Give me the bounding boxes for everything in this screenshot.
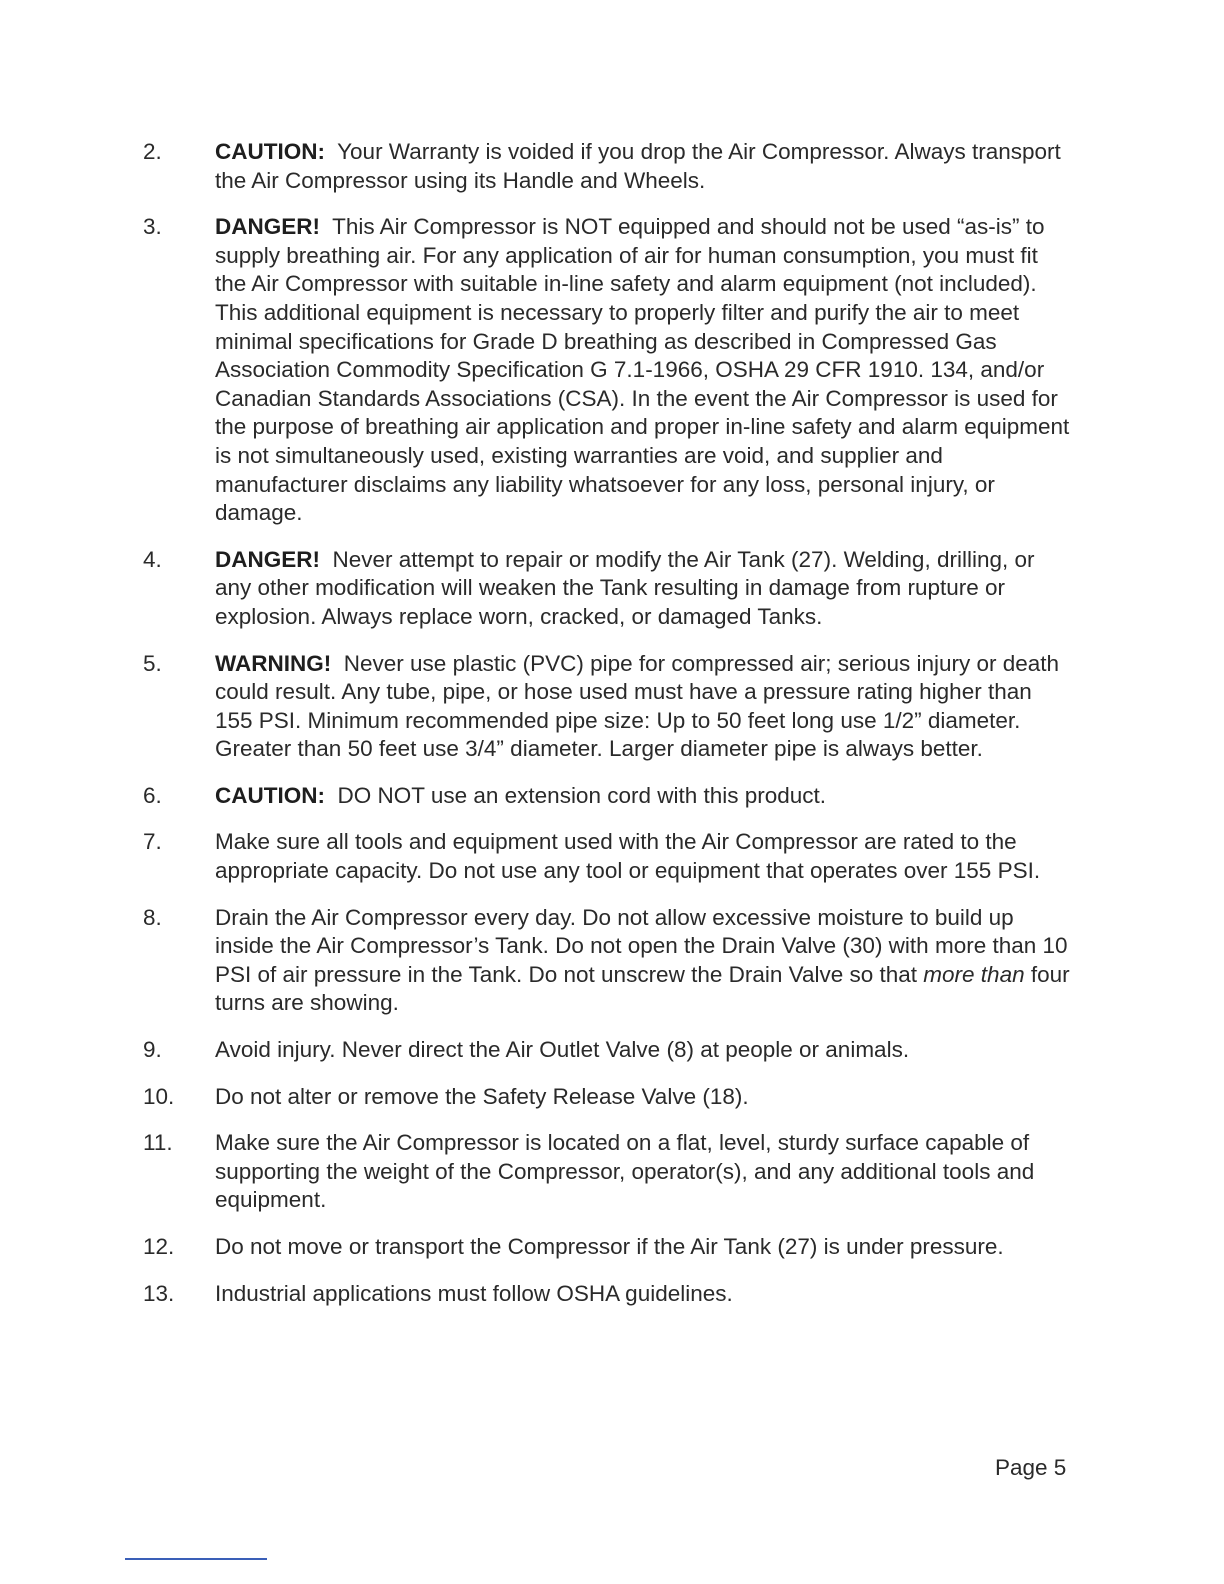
item-number: 4.	[143, 546, 162, 572]
item-text	[215, 138, 1073, 195]
item-number: 3.	[143, 214, 162, 240]
item-number: 2.	[143, 139, 162, 164]
item-body: Make sure all tools and equipment used with the Air Compressor are rated to the appropriate capacity. Do not use any tool or equipment that operates over 155 PSI.	[215, 829, 1041, 884]
list-item	[143, 1280, 1073, 1309]
item-label: WARNING!	[215, 650, 332, 676]
item-body: Never attempt to repair or modify the Air Tank (27). Welding, drilling, or any other modification will weaken the Tank resulting in damage from rupture or explosion. Always replace worn, cracked, or damaged Tanks.	[215, 546, 1035, 629]
item-number: 7.	[143, 829, 162, 855]
item-body: Avoid injury. Never direct the Air Outlet Valve (8) at people or animals.	[215, 1037, 910, 1063]
item-body: Never use plastic (PVC) pipe for compressed air; serious injury or death could result. Any tube, pipe, or hose used must have a pressure rating higher than 155 PSI. Minimum recommended pipe size: Up to 50 feet long use 1/2” diameter. Greater than 50 feet use 3/4” diameter. Larger diameter pipe is always better.	[215, 650, 1060, 762]
item-number: 8.	[143, 904, 162, 930]
item-body: Drain the Air Compressor every day. Do not allow excessive moisture to build up inside the Air Compressor’s Tank. Do not open the Drain Valve (30) with more than 10 PSI of air pressure in the Tank. Do not unscrew the Drain Valve so that	[215, 904, 1068, 987]
list-item	[143, 138, 1073, 195]
item-number: 9.	[143, 1037, 162, 1063]
item-emphasis: more than	[923, 961, 1025, 987]
item-number: 11.	[143, 1130, 173, 1156]
item-body: Make sure the Air Compressor is located on a flat, level, sturdy surface capable of supporting the weight of the Compressor, operator(s), and any additional tools and equipment.	[215, 1130, 1035, 1213]
list-item	[143, 650, 1073, 764]
item-body: Do not alter or remove the Safety Release Valve (18).	[215, 1083, 749, 1109]
item-text	[215, 782, 1073, 811]
item-number: 5.	[143, 650, 162, 676]
safety-list	[143, 138, 1073, 1326]
list-item	[143, 1129, 1073, 1215]
item-body: This Air Compressor is NOT equipped and should not be used “as-is” to supply breathing air. For any application of air for human consumption, you must fit the Air Compressor with suitable in-line safety and alarm equipment (not included). This additional equipment is necessary to properly filter and purify the air to meet minimal specifications for Grade D breathing as described in Compressed Gas Association Commodity Specification G 7.1-1966, OSHA 29 CFR 1910. 134, and/or Canadian Standards Associations (CSA). In the event the Air Compressor is used for the purpose of breathing air application and proper in-line safety and alarm equipment is not simultaneously used, existing warranties are void, and supplier and manufacturer disclaims any liability whatsoever for any loss, personal injury, or damage.	[215, 214, 1070, 526]
item-label: DANGER!	[215, 546, 320, 572]
list-item	[143, 1036, 1073, 1065]
list-item	[143, 782, 1073, 811]
item-body: Do not move or transport the Compressor if the Air Tank (27) is under pressure.	[215, 1234, 1004, 1259]
item-body: Your Warranty is voided if you drop the Air Compressor. Always transport the Air Compressor using its Handle and Wheels.	[215, 139, 1061, 193]
list-item	[143, 546, 1073, 632]
item-number: 13.	[143, 1280, 175, 1306]
item-text	[215, 546, 1073, 632]
item-number: 10.	[143, 1083, 175, 1109]
list-item	[143, 1083, 1073, 1112]
item-text	[215, 213, 1073, 528]
list-item	[143, 1233, 1073, 1262]
item-number: 6.	[143, 782, 162, 808]
page-number: Page 5	[995, 1455, 1067, 1480]
item-label: CAUTION:	[215, 782, 325, 808]
list-item	[143, 213, 1073, 528]
item-label: DANGER!	[215, 214, 320, 240]
item-body: Industrial applications must follow OSHA guidelines.	[215, 1280, 733, 1306]
item-label: CAUTION:	[215, 139, 325, 164]
item-number: 12.	[143, 1234, 175, 1259]
item-text	[215, 650, 1073, 764]
footer-rule	[125, 1558, 267, 1560]
list-item	[143, 904, 1073, 1018]
item-body: DO NOT use an extension cord with this product.	[337, 782, 827, 808]
item-text	[215, 904, 1073, 1018]
item-body-after: four turns are showing.	[215, 961, 1070, 1016]
list-item	[143, 828, 1073, 885]
